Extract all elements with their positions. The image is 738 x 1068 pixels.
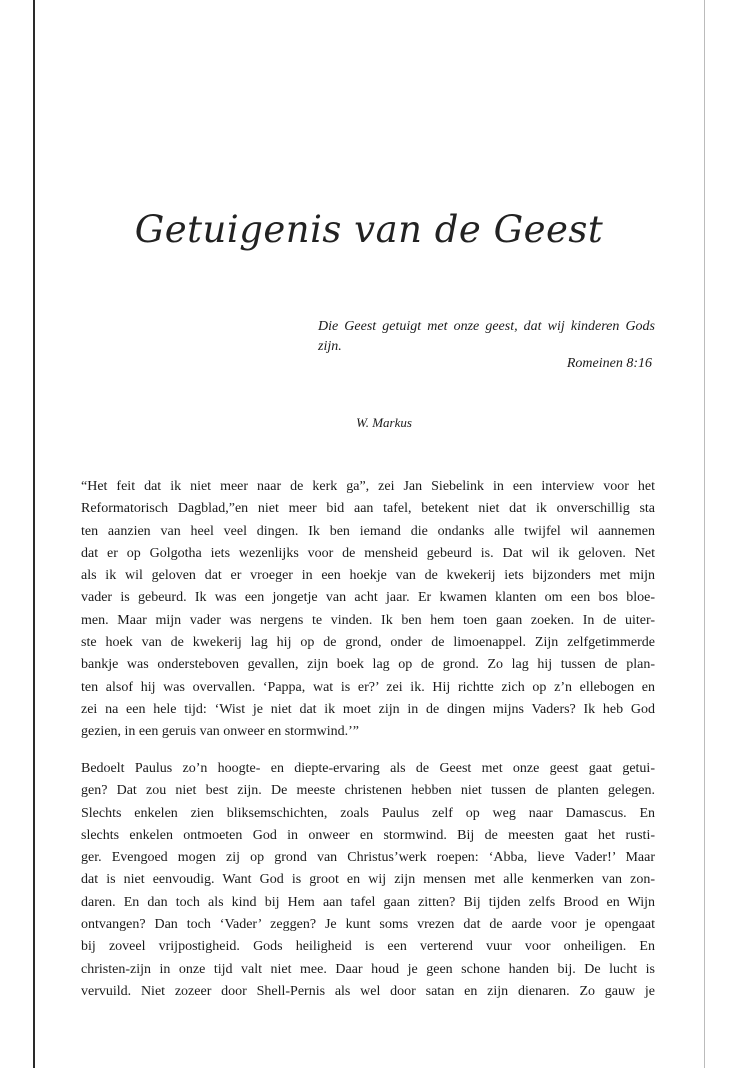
paragraph-line: ste hoek van de kwekerij lag hij op de grond, onder de limoenappel. Zijn zelfgetimmerde bbox=[81, 635, 655, 651]
paragraph-line: ten alsof hij was overvallen. ‘Pappa, wat is er?’ zei ik. Hij richtte zich op z’n ellebogen en bbox=[81, 679, 655, 695]
paragraph-line: dat er op Golgotha iets wezenlijks voor de mensheid gebeurd is. Dat wil ik geloven. Net bbox=[81, 545, 655, 561]
paragraph-line: ten aanzien van heel veel dingen. Ik ben iemand die ondanks alle twijfel wil aannemen bbox=[81, 523, 655, 539]
paragraph-line: ger. Evengoed mogen zij op grond van Christus’werk roepen: ‘Abba, lieve Vader!’ Maar bbox=[81, 850, 655, 866]
paragraph-line: zei na een hele tijd: ‘Wist je niet dat ik moet zijn in de dingen mijns Vaders? Ik heb God bbox=[81, 701, 655, 717]
epigraph-reference: Romeinen 8:16 bbox=[566, 356, 652, 371]
paragraph-line: ontvangen? Dan toch ‘Vader’ zeggen? Je kunt soms vrezen dat de aarde voor je opengaat bbox=[81, 917, 655, 933]
author-byline: W. Markus bbox=[356, 415, 412, 430]
paragraph-line: slechts enkelen ontmoeten God in onweer en stormwind. Bij de meesten gaat het rusti- bbox=[81, 827, 655, 843]
page-edge-right bbox=[704, 0, 705, 1068]
article-title: Getuigenis van de Geest bbox=[134, 208, 604, 251]
paragraph-line: christen-zijn in onze tijd valt niet mee. Daar houd je geen schone handen bij. De lucht is bbox=[81, 961, 655, 977]
page-edge-left bbox=[33, 0, 35, 1068]
paragraph-line: gen? Dat zou niet best zijn. De meeste christenen hebben niet tussen de planten gelegen. bbox=[81, 783, 655, 799]
body-paragraph-1 bbox=[81, 476, 655, 744]
epigraph-quote: Die Geest getuigt met onze geest, dat wij kinderen Gods zijn. bbox=[318, 319, 655, 354]
body-paragraph-2 bbox=[81, 758, 655, 1003]
paragraph-line: als ik wil geloven dat er vroeger in een hoekje van de kwekerij iets bijzonders met mijn bbox=[81, 568, 655, 584]
paragraph-line: daren. En dan toch als kind bij Hem aan tafel gaan zitten? Bij tijden zelfs Brood en Wijn bbox=[81, 894, 655, 910]
paragraph-line: Slechts enkelen zien bliksemschichten, zoals Paulus zelf op weg naar Damascus. En bbox=[81, 805, 655, 821]
paragraph-line: bij zoveel vrijpostigheid. Gods heiligheid is een verterend vuur voor onheiligen. En bbox=[81, 939, 655, 955]
paragraph-line: vervuild. Niet zozeer door Shell-Pernis als wel door satan en zijn dienaren. Zo gauw je bbox=[81, 983, 655, 999]
paragraph-line: gezien, in een geruis van onweer en stormwind.’” bbox=[81, 724, 359, 740]
paragraph-line: men. Maar mijn vader was nergens te vinden. Ik ben hem toen gaan zoeken. In de uiter- bbox=[81, 612, 655, 628]
paragraph-line: dat is niet eenvoudig. Want God is groot en wij zijn mensen met alle kenmerken van zon- bbox=[81, 872, 655, 888]
paragraph-line: Reformatorisch Dagblad,”en niet meer bid aan tafel, betekent niet dat ik onverschillig sta bbox=[81, 501, 655, 517]
paragraph-line: vader is gebeurd. Ik was een jongetje van acht jaar. Er kwamen klanten om een bos bloe- bbox=[81, 590, 655, 606]
paragraph-line: Bedoelt Paulus zo’n hoogte- en diepte-ervaring als de Geest met onze geest gaat getui- bbox=[81, 761, 655, 776]
paragraph-line: “Het feit dat ik niet meer naar de kerk ga”, zei Jan Siebelink in een interview voor het bbox=[81, 479, 655, 494]
paragraph-line: bankje was ondersteboven gevallen, zijn boek lag op de grond. Zo lag hij tussen de plan- bbox=[81, 657, 655, 673]
